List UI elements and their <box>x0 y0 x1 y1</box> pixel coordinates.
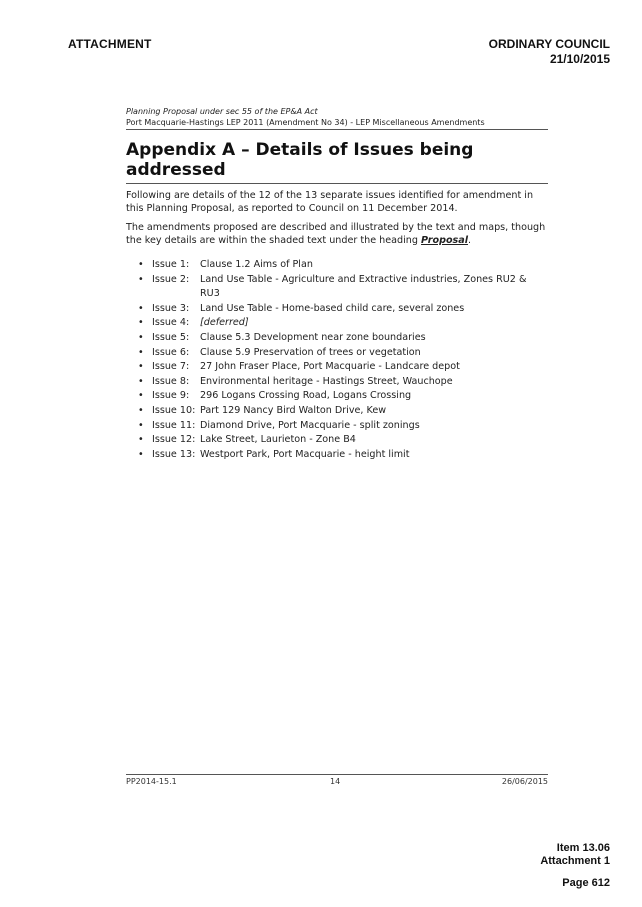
document-footer-divider <box>126 774 548 775</box>
issue-text: [deferred] <box>200 317 249 329</box>
issues-list <box>126 258 548 462</box>
list-item <box>138 302 548 317</box>
issue-number: Issue 2: <box>152 273 190 285</box>
list-item <box>138 273 548 302</box>
bullet: • <box>138 346 144 358</box>
attachment-number: Attachment 1 <box>540 855 610 867</box>
issue-text: Westport Park, Port Macquarie - height limit <box>200 448 410 460</box>
list-item <box>138 404 548 419</box>
list-item <box>138 389 548 404</box>
list-item <box>138 433 548 448</box>
page-footer <box>540 842 610 890</box>
issue-number: Issue 11: <box>152 419 196 431</box>
issue-text: Diamond Drive, Port Macquarie - split zonings <box>200 419 420 431</box>
issue-text: Land Use Table - Agriculture and Extractive industries, Zones RU2 & RU3 <box>200 273 527 300</box>
issue-number: Issue 12: <box>152 434 196 446</box>
bullet: • <box>138 361 144 373</box>
intro-paragraph: Following are details of the 12 of the 13 separate issues identified for amendment in this Planning Proposal, as reported to Council on 11 December 2014. <box>126 190 534 214</box>
issue-text: 296 Logans Crossing Road, Logans Crossing <box>200 390 412 402</box>
list-item <box>138 360 548 375</box>
bullet: • <box>138 448 144 460</box>
issue-number: Issue 5: <box>152 331 190 343</box>
document-page-number: 14 <box>330 777 341 786</box>
issue-number: Issue 1: <box>152 259 190 270</box>
amendments-paragraph-text: The amendments proposed are described and illustrated by the text and maps, though the key details are within the shaded text under the heading <box>126 222 546 246</box>
bullet: • <box>138 375 144 387</box>
bullet: • <box>138 404 144 416</box>
meeting-header <box>489 37 610 67</box>
issue-text: Lake Street, Laurieton - Zone B4 <box>200 434 356 446</box>
issue-number: Issue 6: <box>152 346 190 358</box>
list-item <box>138 331 548 346</box>
list-item <box>138 419 548 434</box>
issue-number: Issue 8: <box>152 375 190 387</box>
document-subtitle-amendment: Port Macquarie-Hastings LEP 2011 (Amendment No 34) - LEP Miscellaneous Amendments <box>126 117 548 130</box>
document-subtitle: Planning Proposal under sec 55 of the EP&A Act <box>126 107 318 116</box>
list-item <box>138 316 548 331</box>
page-title: Appendix A – Details of Issues being addressed <box>126 140 548 184</box>
issue-number: Issue 13: <box>152 448 196 460</box>
attachment-label: ATTACHMENT <box>68 37 152 51</box>
issue-text: Clause 5.9 Preservation of trees or vegetation <box>200 346 421 358</box>
bullet: • <box>138 419 144 431</box>
bullet: • <box>138 331 144 343</box>
issue-number: Issue 7: <box>152 361 190 373</box>
issue-number: Issue 4: <box>152 317 190 329</box>
amendments-paragraph-end: . <box>468 234 472 246</box>
bullet: • <box>138 317 144 329</box>
issue-text: Clause 5.3 Development near zone boundaries <box>200 331 426 343</box>
meeting-date: 21/10/2015 <box>549 52 610 66</box>
issue-text: Clause 1.2 Aims of Plan <box>200 259 313 270</box>
list-item <box>138 346 548 361</box>
issue-text: Environmental heritage - Hastings Street, Wauchope <box>200 375 453 387</box>
issue-number: Issue 9: <box>152 390 190 402</box>
document-date: 26/06/2015 <box>501 777 548 786</box>
issue-text: Land Use Table - Home-based child care, several zones <box>200 302 465 314</box>
bullet: • <box>138 273 144 285</box>
issue-text: 27 John Fraser Place, Port Macquarie - Landcare depot <box>200 361 460 373</box>
proposal-heading-ref: Proposal <box>421 234 469 246</box>
amendments-paragraph <box>126 222 548 247</box>
issue-number: Issue 3: <box>152 302 190 314</box>
issue-text: Part 129 Nancy Bird Walton Drive, Kew <box>200 404 387 416</box>
bullet: • <box>138 302 144 314</box>
meeting-title: ORDINARY COUNCIL <box>488 37 610 51</box>
issue-number: Issue 10: <box>152 404 196 416</box>
document-page <box>126 106 548 462</box>
list-item <box>138 258 548 273</box>
document-reference: PP2014-15.1 <box>126 777 177 786</box>
bullet: • <box>138 434 144 446</box>
bullet: • <box>138 259 144 270</box>
list-item <box>138 448 548 463</box>
item-number: Item 13.06 <box>556 842 610 854</box>
list-item <box>138 375 548 390</box>
page-number: Page 612 <box>562 877 610 889</box>
bullet: • <box>138 390 144 402</box>
